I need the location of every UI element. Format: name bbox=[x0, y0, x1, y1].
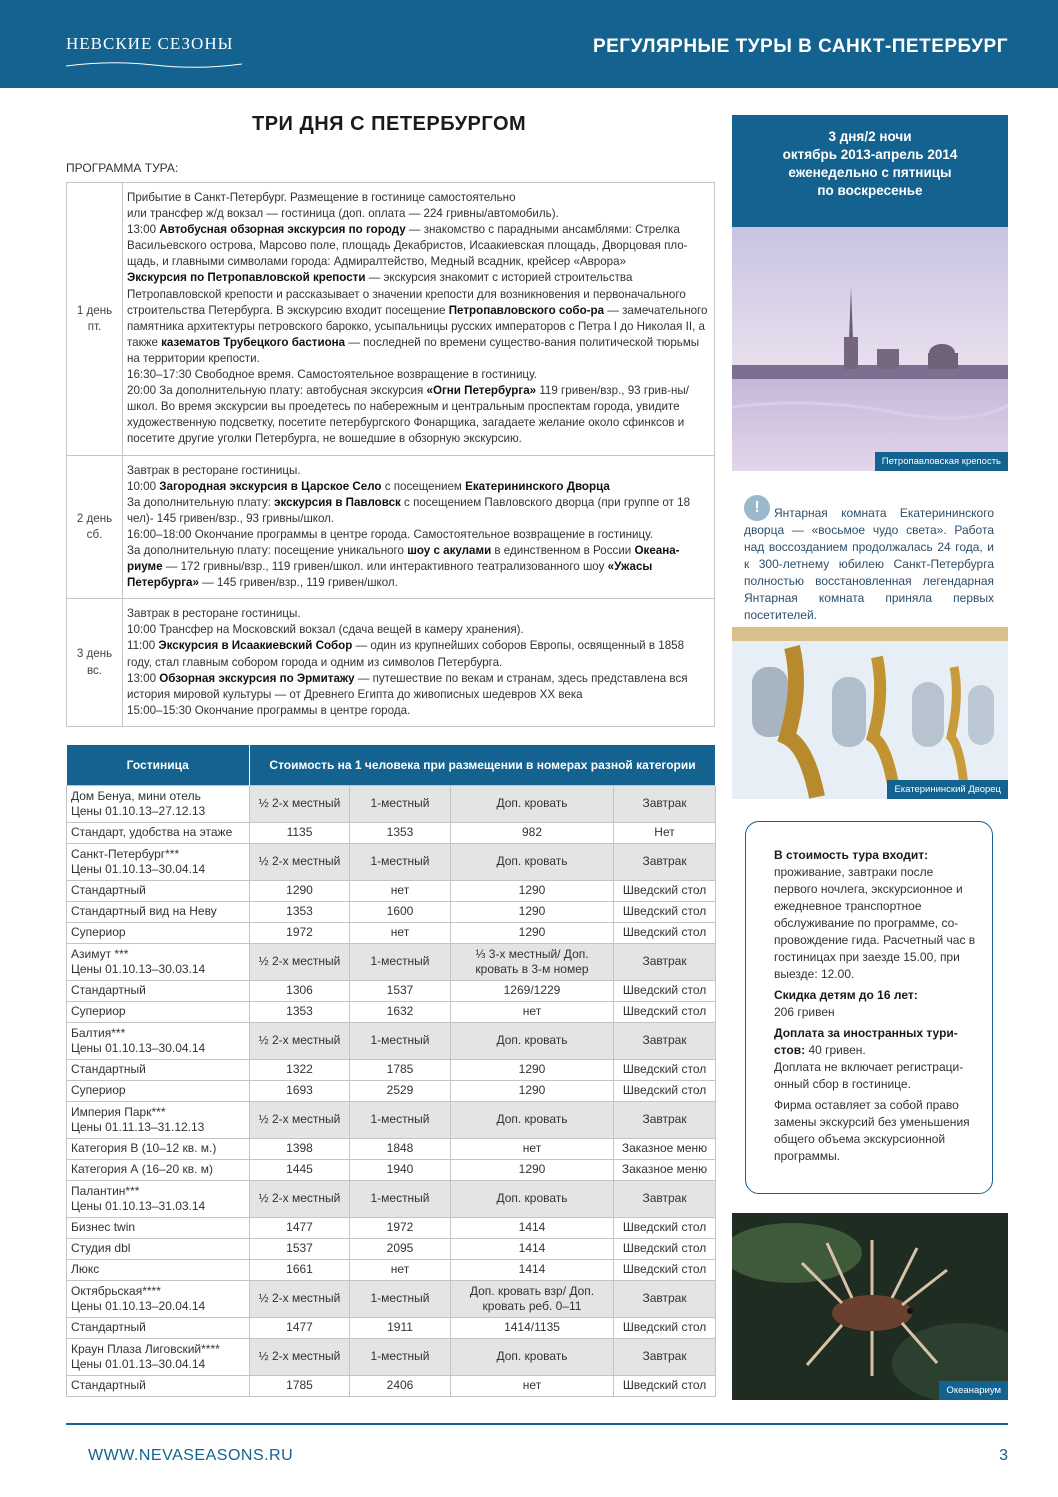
price-cell: Завтрак bbox=[614, 1280, 716, 1317]
price-cell: ½ 2-х местный bbox=[250, 843, 350, 880]
price-cell: Завтрак bbox=[614, 1338, 716, 1375]
price-cell: 1445 bbox=[250, 1159, 350, 1180]
amber-room-fact: Янтарная комната Екатерининского дворца — «восьмое чудо света». Работа над воссозданием продолжалась 24 года, и к 300-летнему юбилею Санкт-Петербурга полностью восстановленная легендарная Янтарная комната приняла первых посетителей. bbox=[744, 506, 994, 622]
price-cell: 1353 bbox=[250, 1001, 350, 1022]
room-type: Стандартный bbox=[67, 1059, 250, 1080]
hotel-dates: Цены 01.10.13–30.04.14 bbox=[71, 861, 206, 876]
price-cell: Завтрак bbox=[614, 1022, 716, 1059]
program-day-2 bbox=[67, 455, 715, 599]
price-cell: нет bbox=[350, 880, 451, 901]
price-cell: ⅓ 3-х местный/ Доп. кровать в 3-м номер bbox=[451, 943, 614, 980]
room-type: Супериор bbox=[67, 1001, 250, 1022]
hotel-dates: Цены 01.10.13–30.04.14 bbox=[71, 1040, 206, 1055]
price-cell: 1-местный bbox=[350, 1180, 451, 1217]
price-cell: 1135 bbox=[250, 822, 350, 843]
room-type: Супериор bbox=[67, 1080, 250, 1101]
hotel-name: Краун Плаза Лиговский**** Цены 01.01.13–30.04.14 bbox=[67, 1338, 250, 1375]
hotel-name: Империя Парк*** Цены 01.11.13–31.12.13 bbox=[67, 1101, 250, 1138]
section-title: РЕГУЛЯРНЫЕ ТУРЫ В САНКТ-ПЕТЕРБУРГ bbox=[592, 36, 1008, 57]
price-cell: ½ 2-х местный bbox=[250, 1338, 350, 1375]
hotel-group-row bbox=[67, 1280, 716, 1317]
price-cell: 1414/1135 bbox=[451, 1317, 614, 1338]
price-cell: 1972 bbox=[250, 922, 350, 943]
price-cell: ½ 2-х местный bbox=[250, 1180, 350, 1217]
day-label: 3 день вс. bbox=[67, 599, 123, 727]
room-type: Люкс bbox=[67, 1259, 250, 1280]
price-cell: Доп. кровать bbox=[451, 843, 614, 880]
hotel-group-row bbox=[67, 1101, 716, 1138]
price-cell: Доп. кровать взр/ Доп. кровать реб. 0–11 bbox=[451, 1280, 614, 1317]
price-cell: нет bbox=[451, 1001, 614, 1022]
price-cell: 1785 bbox=[250, 1375, 350, 1396]
price-cell: 1537 bbox=[350, 980, 451, 1001]
exclamation-icon: ! bbox=[744, 495, 770, 521]
hotel-dates: Цены 01.01.13–30.04.14 bbox=[71, 1356, 206, 1371]
photo-caption: Петропавловская крепость bbox=[875, 452, 1008, 471]
tour-title: ТРИ ДНЯ С ПЕТЕРБУРГОМ bbox=[252, 113, 527, 135]
price-cell: 1290 bbox=[451, 922, 614, 943]
hotel-group-row bbox=[67, 943, 716, 980]
room-type: Стандартный bbox=[67, 1375, 250, 1396]
price-cell: Шведский стол bbox=[614, 1259, 716, 1280]
price-cell: 1661 bbox=[250, 1259, 350, 1280]
price-cell: 1322 bbox=[250, 1059, 350, 1080]
room-price-row bbox=[67, 1001, 716, 1022]
tour-dates-box: 3 дня/2 ночи октябрь 2013-апрель 2014 еженедельно с пятницы по воскресенье bbox=[732, 115, 1008, 227]
website-link[interactable]: WWW.NEVASEASONS.RU bbox=[88, 1447, 294, 1464]
room-price-row bbox=[67, 1238, 716, 1259]
day-description: Прибытие в Санкт-Петербург. Размещение в гостинице самостоятельно или трансфер ж/д вокзал — гостиница (доп. оплата — 224 гривны/автомобиль). 13:00 Автобусная обзорная экскурсия по городу — знакомство с парадными ансамблями: Стрелка Васильевского острова, Марсово поле, площадь Декабристов, Исаакиевская площадь, Дворцовая пло-щадь, и главными символами города: Адмиралтейство, Медный всадник, крейсер «Аврора» Экскурсия по Петропавловской крепости — экскурсия знакомит с историей строительства Петропавловской крепости и рассказывает о значении крепости для возникновения и первоначального строительства Петербурга. В экскурсию входит посещение Петропавловского собо-ра — замечательного памятника архитектуры петровского барокко, усыпальницы русских императоров с Петра I до Николая II, а также казематов Трубецкого бастиона — последней по времени существо-вания политической тюрьмы на территории крепости. 16:30–17:30 Свободное время. Самостоятельное возвращение в гостиницу. 20:00 За дополнительную плату: автобусная экскурсия «Огни Петербурга» 119 гривен/взр., 93 грив-ны/школ. Во время экскурсии вы проедетесь по набережным и центральным проспектам города, увидите художественную подсветку, посетите петербургского Фонарщика, загадаете желание около сфинксов и посетите другие уголки Петербурга, не вошедшие в обзорную экскурсию. bbox=[123, 183, 715, 456]
hotel-group-row bbox=[67, 1022, 716, 1059]
price-cell: 1-местный bbox=[350, 1101, 451, 1138]
program-label: ПРОГРАММА ТУРА: bbox=[66, 161, 179, 175]
price-cell: 1353 bbox=[250, 901, 350, 922]
price-cell: 1785 bbox=[350, 1059, 451, 1080]
room-price-row bbox=[67, 980, 716, 1001]
price-cell: Шведский стол bbox=[614, 922, 716, 943]
hotel-name: Санкт-Петербург*** Цены 01.10.13–30.04.14 bbox=[67, 843, 250, 880]
room-price-row bbox=[67, 880, 716, 901]
price-cell: 2529 bbox=[350, 1080, 451, 1101]
price-cell: 1-местный bbox=[350, 1338, 451, 1375]
price-cell: ½ 2-х местный bbox=[250, 1022, 350, 1059]
room-type: Бизнес twin bbox=[67, 1217, 250, 1238]
program-day-1 bbox=[67, 183, 715, 456]
price-cell: 1353 bbox=[350, 822, 451, 843]
price-cell: Шведский стол bbox=[614, 1059, 716, 1080]
hotel-column-header: Гостиница bbox=[67, 745, 250, 785]
cost-column-header: Стоимость на 1 человека при размещении в номерах разной категории bbox=[250, 745, 716, 785]
brand-logo: НЕВСКИЕ СЕЗОНЫ bbox=[66, 34, 234, 53]
price-cell: 1972 bbox=[350, 1217, 451, 1238]
hotel-dates: Цены 01.11.13–31.12.13 bbox=[71, 1119, 205, 1134]
price-cell: Завтрак bbox=[614, 1180, 716, 1217]
hotel-name: Палантин*** Цены 01.10.13–31.03.14 bbox=[67, 1180, 250, 1217]
room-price-row bbox=[67, 822, 716, 843]
price-cell: Доп. кровать bbox=[451, 1180, 614, 1217]
photo-caption: Екатерининский Дворец bbox=[887, 780, 1008, 799]
room-type: Категория В (10–12 кв. м.) bbox=[67, 1138, 250, 1159]
price-cell: Завтрак bbox=[614, 843, 716, 880]
room-type: Категория А (16–20 кв. м) bbox=[67, 1159, 250, 1180]
room-price-row bbox=[67, 1317, 716, 1338]
price-cell: 1-местный bbox=[350, 1022, 451, 1059]
price-cell: Шведский стол bbox=[614, 980, 716, 1001]
room-type: Стандартный bbox=[67, 980, 250, 1001]
price-cell: 1-местный bbox=[350, 785, 451, 822]
hotel-name: Дом Бенуа, мини отель Цены 01.10.13–27.12.13 bbox=[67, 785, 250, 822]
price-cell: 1477 bbox=[250, 1217, 350, 1238]
price-cell: 1290 bbox=[451, 880, 614, 901]
room-price-row bbox=[67, 1217, 716, 1238]
price-cell: ½ 2-х местный bbox=[250, 1101, 350, 1138]
price-cell: 1911 bbox=[350, 1317, 451, 1338]
hotel-dates: Цены 01.10.13–31.03.14 bbox=[71, 1198, 206, 1213]
day-description: Завтрак в ресторане гостиницы. 10:00 Загородная экскурсия в Царское Село с посещением Екатерининского Дворца За дополнительную плату: экскурсия в Павловск с посещением Павловского дворца (при группе от 18 чел)- 145 гривен/взр., 93 гривны/школ. 16:00–18:00 Окончание программы в центре города. Самостоятельное возвращение в гостиницу. За дополнительную плату: посещение уникального шоу с акулами в единственном в России Океана-риуме — 172 гривны/взр., 119 гривен/школ. или интерактивного театрализованного шоу «Ужасы Петербурга» — 145 гривен/взр., 119 гривен/школ. bbox=[123, 455, 715, 599]
price-cell: Заказное меню bbox=[614, 1159, 716, 1180]
program-table bbox=[66, 182, 715, 727]
price-cell: 1600 bbox=[350, 901, 451, 922]
price-cell: 1306 bbox=[250, 980, 350, 1001]
price-cell: Шведский стол bbox=[614, 880, 716, 901]
hotel-group-row bbox=[67, 785, 716, 822]
photo-catherine-palace bbox=[732, 627, 1008, 799]
logo-wave-icon bbox=[66, 60, 242, 70]
room-type: Стандартный bbox=[67, 880, 250, 901]
price-cell: 1290 bbox=[451, 1059, 614, 1080]
price-cell: Доп. кровать bbox=[451, 1338, 614, 1375]
price-cell: 1414 bbox=[451, 1259, 614, 1280]
price-cell: 1290 bbox=[250, 880, 350, 901]
price-cell: ½ 2-х местный bbox=[250, 943, 350, 980]
price-cell: Шведский стол bbox=[614, 1001, 716, 1022]
price-cell: нет bbox=[451, 1375, 614, 1396]
hotel-name: Октябрьская**** Цены 01.10.13–20.04.14 bbox=[67, 1280, 250, 1317]
price-cell: 1-местный bbox=[350, 1280, 451, 1317]
price-cell: 1940 bbox=[350, 1159, 451, 1180]
price-cell: Шведский стол bbox=[614, 1375, 716, 1396]
sidebar bbox=[732, 115, 1008, 1402]
price-cell: ½ 2-х местный bbox=[250, 1280, 350, 1317]
price-table bbox=[66, 745, 716, 1397]
price-cell: Нет bbox=[614, 822, 716, 843]
room-price-row bbox=[67, 1375, 716, 1396]
room-price-row bbox=[67, 901, 716, 922]
page-header bbox=[0, 0, 1058, 88]
program-day-3 bbox=[67, 599, 715, 727]
price-cell: ½ 2-х местный bbox=[250, 785, 350, 822]
price-cell: 1477 bbox=[250, 1317, 350, 1338]
day-label: 2 день сб. bbox=[67, 455, 123, 599]
price-cell: нет bbox=[350, 922, 451, 943]
hotel-dates: Цены 01.10.13–30.03.14 bbox=[71, 961, 206, 976]
price-cell: 1290 bbox=[451, 1080, 614, 1101]
price-cell: Шведский стол bbox=[614, 1317, 716, 1338]
hotel-group-row bbox=[67, 1180, 716, 1217]
hotel-name: Балтия*** Цены 01.10.13–30.04.14 bbox=[67, 1022, 250, 1059]
price-cell: 2406 bbox=[350, 1375, 451, 1396]
price-cell: нет bbox=[350, 1259, 451, 1280]
room-type: Супериор bbox=[67, 922, 250, 943]
room-price-row bbox=[67, 1259, 716, 1280]
price-cell: Доп. кровать bbox=[451, 1022, 614, 1059]
price-cell: Завтрак bbox=[614, 1101, 716, 1138]
photo-oceanarium bbox=[732, 1213, 1008, 1400]
price-cell: 982 bbox=[451, 822, 614, 843]
price-cell: 1269/1229 bbox=[451, 980, 614, 1001]
price-cell: 1-местный bbox=[350, 843, 451, 880]
page-number: 3 bbox=[999, 1447, 1008, 1464]
hotel-name: Азимут *** Цены 01.10.13–30.03.14 bbox=[67, 943, 250, 980]
price-cell: Шведский стол bbox=[614, 901, 716, 922]
price-cell: Завтрак bbox=[614, 785, 716, 822]
photo-peter-paul-fortress bbox=[732, 227, 1008, 471]
hotel-group-row bbox=[67, 843, 716, 880]
room-type: Стандартный вид на Неву bbox=[67, 901, 250, 922]
room-type: Студия dbl bbox=[67, 1238, 250, 1259]
room-type: Стандарт, удобства на этаже bbox=[67, 822, 250, 843]
hotel-dates: Цены 01.10.13–27.12.13 bbox=[71, 803, 206, 818]
day-description: Завтрак в ресторане гостиницы. 10:00 Трансфер на Московский вокзал (сдача вещей в камеру хранения). 11:00 Экскурсия в Исаакиевский Собор — один из крупнейших соборов Европы, освященный в 1858 году, стал главным собором города и одним из символов Петербурга. 13:00 Обзорная экскурсия по Эрмитажу — путешествие по векам и странам, здесь представлена вся история мировой культуры — от Древнего Египта до живописных шедевров XX века 15:00–15:30 Окончание программы в центре города. bbox=[123, 599, 715, 727]
price-cell: 1848 bbox=[350, 1138, 451, 1159]
price-cell: Завтрак bbox=[614, 943, 716, 980]
price-cell: 1-местный bbox=[350, 943, 451, 980]
room-price-row bbox=[67, 922, 716, 943]
price-cell: нет bbox=[451, 1138, 614, 1159]
price-cell: 1414 bbox=[451, 1238, 614, 1259]
tour-info-box: В стоимость тура входит: проживание, завтраки после первого ночлега, экскурсионное и ежедневное транспортное обслуживание по программе, со-провождение гида. Расчетный час в гостиницах при заезде 15.00, при выезде: 12.00. Скидка детям до 16 лет: 206 гривен Доплата за иностранных тури-стов: 40 гривен. Доплата не включает регистраци-онный сбор в гостинице. Фирма оставляет за собой право замены экскурсий без уменьшения общего объема экскурсионной программы. bbox=[745, 821, 993, 1194]
room-price-row bbox=[67, 1138, 716, 1159]
price-cell: Заказное меню bbox=[614, 1138, 716, 1159]
day-label: 1 день пт. bbox=[67, 183, 123, 456]
price-cell: 1414 bbox=[451, 1217, 614, 1238]
price-cell: Доп. кровать bbox=[451, 1101, 614, 1138]
price-cell: Доп. кровать bbox=[451, 785, 614, 822]
price-cell: 1632 bbox=[350, 1001, 451, 1022]
price-cell: Шведский стол bbox=[614, 1238, 716, 1259]
room-type: Стандартный bbox=[67, 1317, 250, 1338]
footer-divider bbox=[66, 1423, 1008, 1425]
hotel-group-row bbox=[67, 1338, 716, 1375]
price-cell: 1693 bbox=[250, 1080, 350, 1101]
price-cell: Шведский стол bbox=[614, 1217, 716, 1238]
hotel-dates: Цены 01.10.13–20.04.14 bbox=[71, 1298, 206, 1313]
photo-caption: Океанариум bbox=[939, 1381, 1008, 1400]
price-cell: 1537 bbox=[250, 1238, 350, 1259]
price-cell: 1398 bbox=[250, 1138, 350, 1159]
room-price-row bbox=[67, 1059, 716, 1080]
price-cell: 2095 bbox=[350, 1238, 451, 1259]
room-price-row bbox=[67, 1159, 716, 1180]
price-cell: Шведский стол bbox=[614, 1080, 716, 1101]
room-price-row bbox=[67, 1080, 716, 1101]
price-cell: 1290 bbox=[451, 1159, 614, 1180]
price-cell: 1290 bbox=[451, 901, 614, 922]
